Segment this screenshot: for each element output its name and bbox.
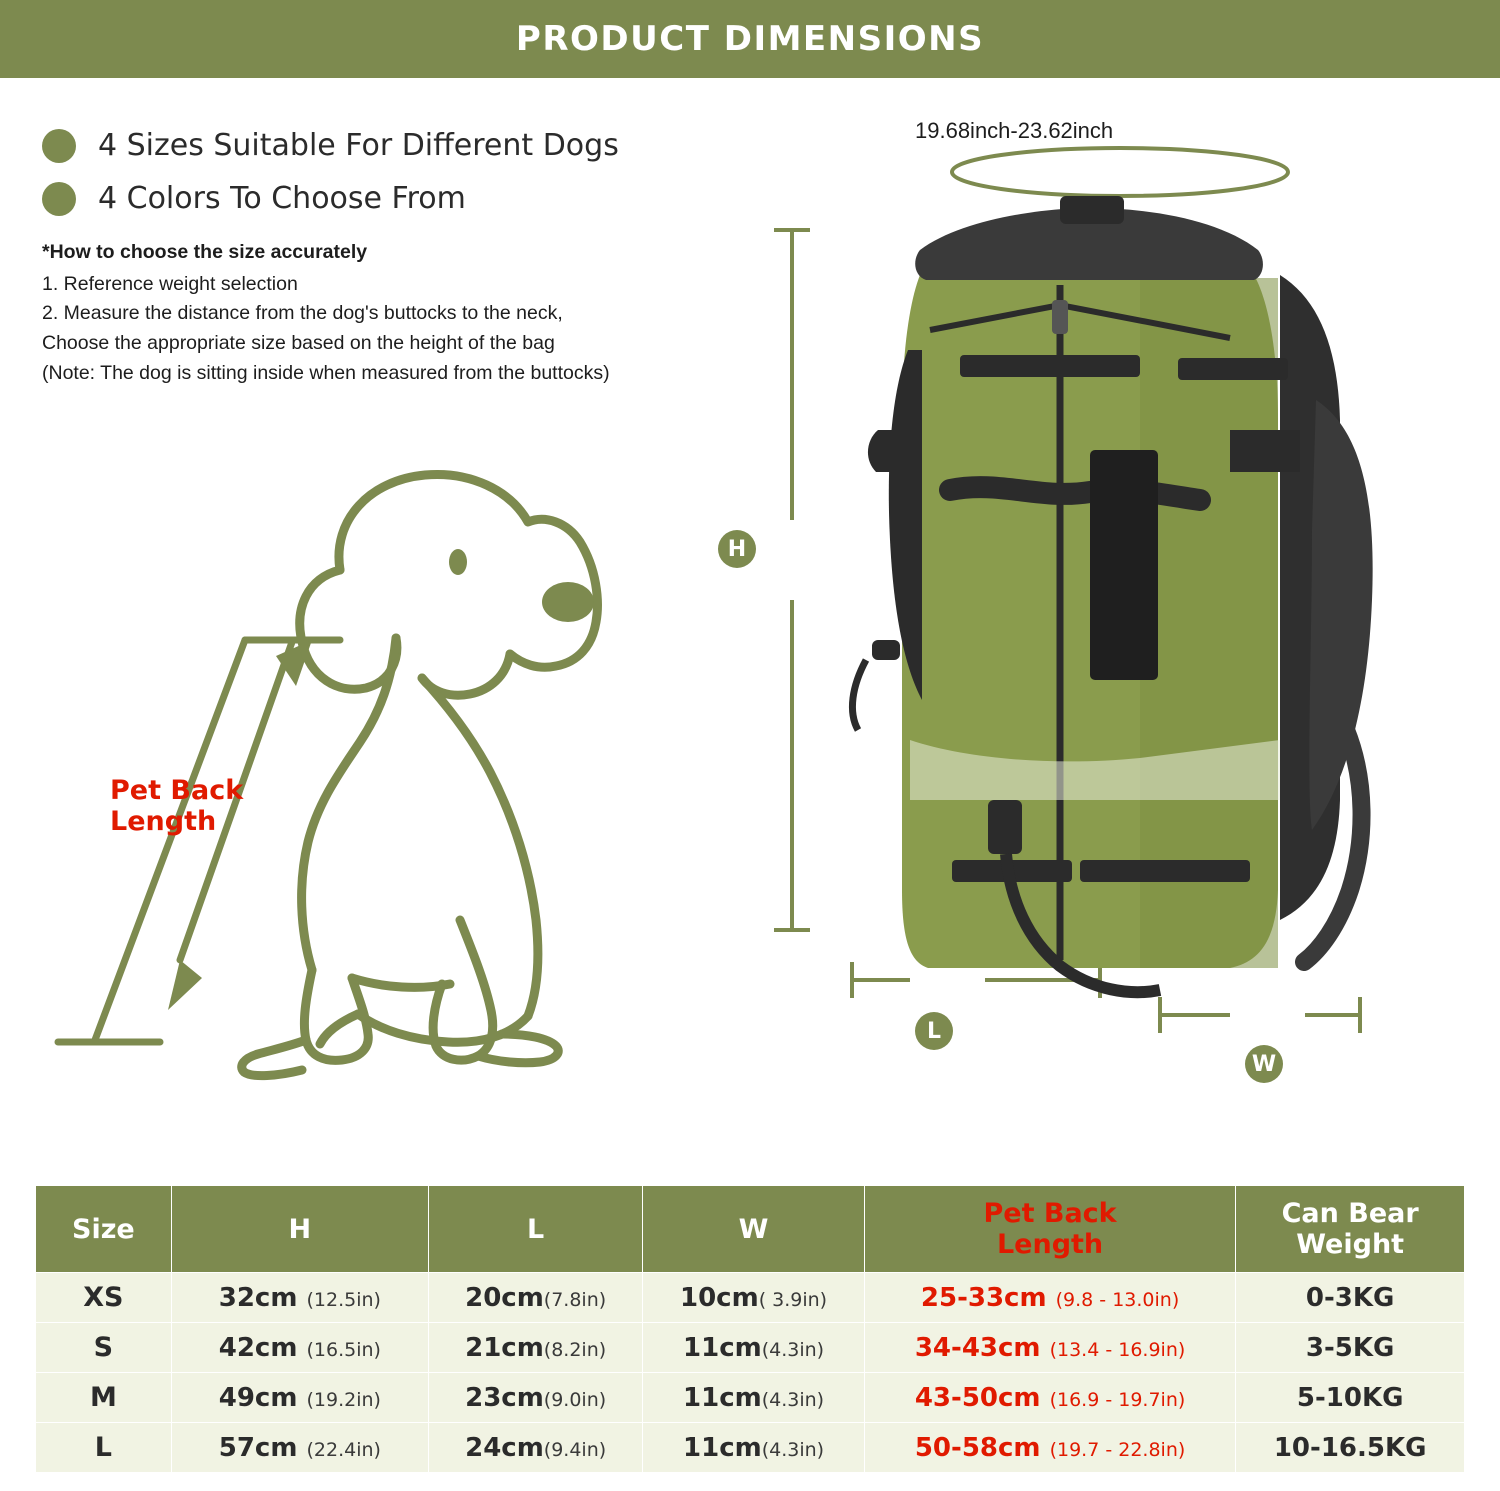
cell-pet-back-length xyxy=(864,1323,1236,1373)
howto-line-1: 1. Reference weight selection xyxy=(42,272,298,295)
cell-l xyxy=(428,1373,642,1423)
cell-pbl-cm: 25-33cm xyxy=(920,1282,1047,1313)
column-header-h: H xyxy=(171,1186,428,1273)
cell-h-cm: 42cm xyxy=(218,1332,298,1363)
column-header-cbw-line2: Weight xyxy=(1296,1229,1405,1261)
product-illustration-svg xyxy=(760,100,1480,1100)
feature-label-sizes: 4 Sizes Suitable For Different Dogs xyxy=(98,128,619,163)
cell-h-cm: 49cm xyxy=(218,1382,298,1413)
cell-w-cm: 11cm xyxy=(683,1432,762,1463)
feature-item-sizes xyxy=(42,128,762,163)
size-table xyxy=(35,1185,1465,1473)
table-header-row xyxy=(36,1186,1465,1273)
column-header-can-bear-weight xyxy=(1236,1186,1465,1273)
column-header-pet-back-length xyxy=(864,1186,1236,1273)
cell-can-bear-weight: 5-10KG xyxy=(1236,1373,1465,1423)
table-row xyxy=(36,1273,1465,1323)
cell-h xyxy=(171,1323,428,1373)
cell-size: L xyxy=(36,1423,172,1473)
dog-illustration xyxy=(40,450,740,1090)
cell-pet-back-length xyxy=(864,1423,1236,1473)
zipper-pull-icon xyxy=(1052,300,1068,334)
cell-pbl-in: (9.8 - 13.0in) xyxy=(1055,1288,1180,1311)
cell-w-in: (4.3in) xyxy=(761,1438,825,1461)
bullet-dot-icon xyxy=(42,182,76,216)
pet-back-length-callout xyxy=(110,775,243,837)
cell-l-cm: 24cm xyxy=(465,1432,544,1463)
cell-pbl-cm: 34-43cm xyxy=(914,1332,1041,1363)
howto-block xyxy=(42,238,762,388)
size-table-wrapper xyxy=(35,1185,1465,1473)
product-photo-panel xyxy=(727,100,1480,1100)
cell-pet-back-length xyxy=(864,1373,1236,1423)
cell-w-in: ( 3.9in) xyxy=(758,1288,828,1311)
cell-can-bear-weight: 10-16.5KG xyxy=(1236,1423,1465,1473)
cell-pbl-cm: 43-50cm xyxy=(914,1382,1041,1413)
cell-h-in: (19.2in) xyxy=(306,1388,381,1411)
cell-h xyxy=(171,1423,428,1473)
cell-l-cm: 23cm xyxy=(465,1382,544,1413)
dimension-label-l: L xyxy=(915,1012,953,1050)
feature-list xyxy=(42,128,762,388)
cell-pbl-in: (13.4 - 16.9in) xyxy=(1049,1338,1186,1361)
cell-l-in: (7.8in) xyxy=(543,1288,607,1311)
table-row xyxy=(36,1373,1465,1423)
webbing-strap-top-right xyxy=(1178,358,1288,380)
cell-h-cm: 57cm xyxy=(218,1432,298,1463)
cell-pbl-in: (16.9 - 19.7in) xyxy=(1049,1388,1186,1411)
page-title: PRODUCT DIMENSIONS xyxy=(515,19,985,59)
cell-pbl-cm: 50-58cm xyxy=(914,1432,1041,1463)
cell-w-in: (4.3in) xyxy=(761,1338,825,1361)
cell-size: S xyxy=(36,1323,172,1373)
feature-label-colors: 4 Colors To Choose From xyxy=(98,181,466,216)
cell-w xyxy=(643,1273,864,1323)
cord-toggle-icon xyxy=(872,640,900,660)
cell-l-cm: 21cm xyxy=(465,1332,544,1363)
drawcord-left xyxy=(852,660,866,730)
cell-h xyxy=(171,1273,428,1323)
arrow-head-icon xyxy=(168,960,202,1010)
cell-size: XS xyxy=(36,1273,172,1323)
column-header-cbw-line1: Can Bear xyxy=(1281,1198,1419,1229)
cell-pbl-in: (19.7 - 22.8in) xyxy=(1049,1438,1186,1461)
dog-nose-icon xyxy=(542,582,594,622)
cell-w-cm: 11cm xyxy=(683,1332,762,1363)
webbing-strap-mid xyxy=(950,487,1200,500)
cell-size: M xyxy=(36,1373,172,1423)
top-measurement-label: 19.68inch-23.62inch xyxy=(915,118,1114,143)
cell-w xyxy=(643,1373,864,1423)
cell-w xyxy=(643,1323,864,1373)
cell-l xyxy=(428,1323,642,1373)
bullet-dot-icon xyxy=(42,129,76,163)
webbing-strap-top xyxy=(960,355,1140,377)
pet-back-length-line1: Pet Back xyxy=(110,775,244,806)
back-length-arrow-icon xyxy=(58,640,340,1042)
cell-l xyxy=(428,1423,642,1473)
dog-outline-svg xyxy=(40,450,740,1090)
cell-w xyxy=(643,1423,864,1473)
cell-can-bear-weight: 3-5KG xyxy=(1236,1323,1465,1373)
velcro-patch xyxy=(1090,450,1158,680)
column-header-pbl-line1: Pet Back xyxy=(983,1198,1117,1229)
howto-line-4: (Note: The dog is sitting inside when measured from the buttocks) xyxy=(42,361,610,384)
cell-h xyxy=(171,1373,428,1423)
howto-heading: *How to choose the size accurately xyxy=(42,241,368,263)
cell-l xyxy=(428,1273,642,1323)
howto-line-3: Choose the appropriate size based on the height of the bag xyxy=(42,331,555,354)
column-header-w: W xyxy=(643,1186,864,1273)
cell-l-in: (9.0in) xyxy=(543,1388,607,1411)
cell-h-in: (22.4in) xyxy=(306,1438,381,1461)
webbing-strap-bottom-right xyxy=(1080,860,1250,882)
width-measure-line xyxy=(1160,997,1360,1033)
column-header-pbl-line2: Length xyxy=(996,1229,1104,1261)
cell-l-in: (8.2in) xyxy=(543,1338,607,1361)
cell-l-cm: 20cm xyxy=(465,1282,544,1313)
dog-eye-icon xyxy=(449,549,467,575)
cell-h-in: (12.5in) xyxy=(306,1288,381,1311)
dimension-label-w: W xyxy=(1245,1045,1283,1083)
dog-body-outline xyxy=(242,474,598,1075)
cell-l-in: (9.4in) xyxy=(543,1438,607,1461)
side-loop-right xyxy=(1230,430,1300,472)
howto-line-2: 2. Measure the distance from the dog's buttocks to the neck, xyxy=(42,302,563,325)
top-buckle-icon xyxy=(1060,196,1124,224)
column-header-size: Size xyxy=(36,1186,172,1273)
table-row xyxy=(36,1323,1465,1373)
cell-h-cm: 32cm xyxy=(218,1282,298,1313)
table-row xyxy=(36,1423,1465,1473)
cell-pet-back-length xyxy=(864,1273,1236,1323)
feature-item-colors xyxy=(42,181,762,216)
pet-back-length-line2: Length xyxy=(110,806,217,838)
side-loop-left xyxy=(868,430,910,472)
cell-can-bear-weight: 0-3KG xyxy=(1236,1273,1465,1323)
header-bar xyxy=(0,0,1500,78)
column-header-l: L xyxy=(428,1186,642,1273)
dimension-label-h: H xyxy=(718,530,756,568)
cell-w-cm: 10cm xyxy=(680,1282,759,1313)
bottom-buckle-icon xyxy=(988,800,1022,854)
height-measure-line xyxy=(774,230,810,930)
cell-w-in: (4.3in) xyxy=(761,1388,825,1411)
girth-ellipse-icon xyxy=(952,148,1288,196)
cell-w-cm: 11cm xyxy=(683,1382,762,1413)
cell-h-in: (16.5in) xyxy=(306,1338,381,1361)
